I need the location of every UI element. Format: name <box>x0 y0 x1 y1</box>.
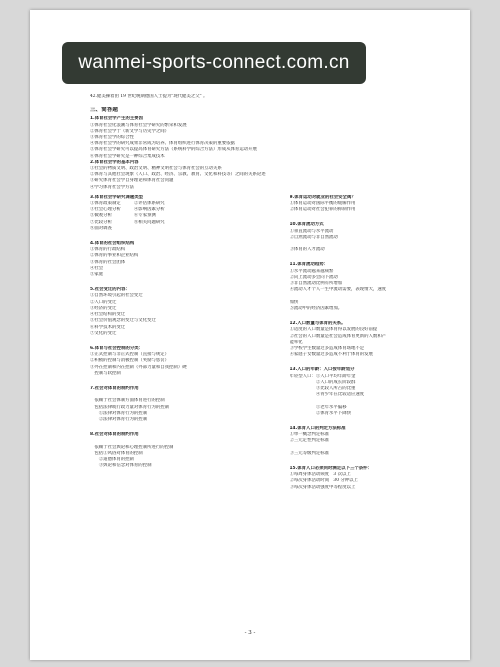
question-line: ①单一概念判定标准 <box>289 432 330 438</box>
q1-line: ①体育社会化浪潮与体育社会学研究的繁荣和发展 <box>90 122 187 128</box>
page-number: - 3 - <box>244 630 256 636</box>
question-line: ②每次身体活动时间 30 分钟以上 <box>289 478 358 484</box>
question-title: 15.体育人口必须同时满足以下三个条件： <box>289 465 372 471</box>
q1-line: ⑥体育社会学研究是一种综合集成技术 <box>90 153 165 159</box>
question-line: ①适度的人口数量是体育得以发展的良好前提 <box>289 327 378 333</box>
question-line: ⑤微观分析 ⑥专家预测 <box>90 213 156 219</box>
question-line: ①体育政策制定 ②评估体系研究 <box>90 201 165 207</box>
question-line: 能率化 <box>289 339 303 345</box>
question-line: 依赖于社会舆论和心理控制所进行的控制 <box>90 444 174 450</box>
question-line: ③体育的人才流动 <box>289 247 325 253</box>
left-column <box>90 195 276 491</box>
question-title: 11.体育流动趋势： <box>289 262 329 268</box>
question-line: ③非自然流动比例有所增加 <box>289 281 343 287</box>
q2-line: ①社会的物质文明、政治文明、精神文明社会与体育社会的互动关系 <box>90 166 222 172</box>
question-line: ①垂直流动与水平流动 <box>289 228 334 234</box>
question-line: ①每周身体活动频度 3 次以上 <box>289 472 351 478</box>
q1-line: ②体育社会学于（新文学与历史学之间） <box>90 128 170 134</box>
question-title: 6.体育与社会控制的分类： <box>90 345 144 351</box>
question-line: 包括①风俗对体育的控制 <box>90 450 143 456</box>
question-line: ③每次身体活动强度中等程度以上 <box>289 484 356 490</box>
q1-line: ③体育社会学的综合性 <box>90 135 134 141</box>
question-line: ③三元等级判定标准 <box>289 450 330 456</box>
q1-line: ⑤体育社会学研究可以提高体育研究方法（系统科学的综合方法）形成从体育运动开展 <box>90 147 257 153</box>
two-column-section <box>90 195 470 491</box>
question-line: 依赖于社会体制方面体育进行的控制 <box>90 398 165 404</box>
question-title: 8.社会对体育的制约作用 <box>90 432 139 438</box>
q1-title: 1.体育社会学产生的主要因 <box>90 116 144 122</box>
question-line: ②积极的控制与消极控制（奖励与惩罚） <box>90 358 170 364</box>
q1-line: ④体育社会学的研究成果非常成为培养、体育组织进行体育决策的重要依据 <box>90 141 235 147</box>
question-title: 10.体育流动方式 <box>289 222 324 228</box>
question-line: ④流动人才个人一生中流动需要，表现惰大，速度 <box>289 287 387 293</box>
question-line: ③学校学生数量过多造成体育场地不足 <box>289 345 365 351</box>
question-line: ③外在控制和内在控制（外部力量和自我控制）硬 <box>90 364 187 370</box>
q2-title: 2.体育社会学的基本内容 <box>90 159 139 165</box>
question-line: ⑦文化的变迁 <box>90 330 117 336</box>
question-line: ②自然流动与非自然流动 <box>289 234 338 240</box>
question-title: 13.人口的年龄：人口按年龄划分 <box>289 367 355 373</box>
question-title: 9.体育运动对就业的社会安全阀？ <box>289 194 356 200</box>
question-line: ⑨面对调查 <box>90 225 112 231</box>
question-line: ②体育水平下降快 <box>289 410 351 416</box>
question-line: ②向上流动多会向下流动 <box>289 274 338 280</box>
question-line: ②人口的变迁 <box>90 299 117 305</box>
question-line: ②三元定性判定标准 <box>289 438 330 444</box>
question-line: ②人口的成长阶段群 <box>289 379 356 385</box>
question-line: ③比较人所占的比重 <box>289 385 356 391</box>
question-line: ①自然环境引起的社会变迁 <box>90 293 143 299</box>
question-line: ②社会的人口数量是社会造成体育更新的人数和产 <box>289 333 387 339</box>
question-line: ①法律对体育行为的控制 <box>90 410 148 416</box>
q2-line: ②体育与其他社会现象（人口、政治、经济、宗教、教育、文化和科技等）之间的关系论述 <box>90 172 266 178</box>
question-line: ①老年水平偏移 <box>289 404 347 410</box>
question-title: 12.人口数量与体育的关系。 <box>289 321 346 327</box>
question-line: ③舆论和信念对体育的控制 <box>90 463 152 469</box>
question-line: ②体育运动对社会犯罪的抑制作用 <box>289 207 356 213</box>
question-line: ⑦比较分析 ⑧相关问题研究 <box>90 219 165 225</box>
question-line: ⑤家庭 <box>90 272 104 278</box>
right-column <box>290 195 471 491</box>
question-line: ①正式控制与非正式控制（直接与规定） <box>90 352 170 358</box>
question-line: 加快 <box>289 299 299 305</box>
question-line: ④青少年在比较适应速度 <box>289 392 365 398</box>
question-line: ③社会心理分析 ④影响因素分析 <box>90 207 165 213</box>
question-line: ①水平流动越来越频繁 <box>289 268 334 274</box>
question-line: 控制与软控制 <box>90 370 121 376</box>
question-title: 14.体育人口的判定方法标准 <box>289 425 346 431</box>
question-line: ⑤社会价值观念的变迁与文化变迁 <box>90 318 156 324</box>
question-line: ⑥科学技术的变迁 <box>90 324 126 330</box>
top-line: 42.健美操着由 19 世纪晚期德国人士提为"现代健美之父" 。 <box>90 94 208 99</box>
question-title: 3.体育社会学研究课题类型 <box>90 194 144 200</box>
question-line: ④社会结构的变迁 <box>90 312 126 318</box>
watermark-banner: wanmei-sports-connect.com.cn <box>62 42 366 84</box>
question-title: 7.社会对体育的制约作用 <box>90 385 139 391</box>
question-line: ③体育的社会团体 <box>90 259 126 265</box>
document-page <box>30 10 470 660</box>
question-line: 包括法律或行政力量对体育行为的控制 <box>90 404 170 410</box>
section-title: 三、简答题 <box>90 107 118 114</box>
question-line: ⑤流动中的经济因素增加。 <box>289 305 343 311</box>
q2-line: ③研究体育社会学自身理论和体育社会问题 <box>90 178 174 184</box>
q2-line: ④学习体育社会学方法 <box>90 184 134 190</box>
question-line: ②体育的事业和企业结构 <box>90 253 139 259</box>
question-line: ④家庭子女数量过多造成不利于体育的发展 <box>289 352 373 358</box>
question-line: ③经济的变迁 <box>90 305 117 311</box>
document-body <box>90 94 470 491</box>
question-line: 年轻型人口：①人口平均年龄年金 <box>289 373 356 379</box>
question-line: ①体育运动对国际平衡的缓解作用 <box>289 201 356 207</box>
question-title: 4.体育的社会组织结构 <box>90 241 135 247</box>
question-line: ②道德体育的控制 <box>90 456 134 462</box>
question-line: ④社会 <box>90 265 104 271</box>
question-line: ①体育的行政结构 <box>90 247 126 253</box>
question-title: 5.社会变迁的内容： <box>90 287 130 293</box>
question-line: ②法律对体育行为的控制 <box>90 416 148 422</box>
